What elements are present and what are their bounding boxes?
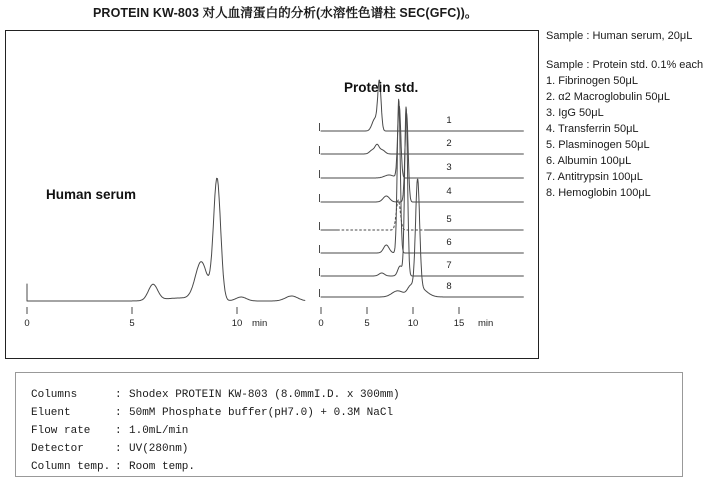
- condition-value: Shodex PROTEIN KW-803 (8.0mmI.D. x 300mm): [129, 389, 400, 401]
- sample-std-item: 8. Hemoglobin 100μL: [546, 187, 651, 199]
- page-title: PROTEIN KW-803 对人血清蛋白的分析(水溶性色谱柱 SEC(GFC))。: [93, 6, 478, 20]
- trace-3-polyline: [321, 106, 523, 178]
- left-axis-tick-label-5: 5: [129, 318, 135, 329]
- condition-label: Flow rate: [31, 425, 91, 437]
- trace-5-polyline-dotted: [338, 200, 425, 230]
- sample-std-item: 6. Albumin 100μL: [546, 155, 632, 167]
- sample-std-item: 1. Fibrinogen 50μL: [546, 75, 638, 87]
- left-axis-tick-label-0: 0: [24, 318, 30, 329]
- condition-label: Detector: [31, 443, 84, 455]
- trace-number-6: 6: [446, 237, 452, 248]
- condition-label: Eluent: [31, 407, 71, 419]
- condition-colon: :: [115, 443, 122, 455]
- condition-colon: :: [115, 389, 122, 401]
- right-plot-title: Protein std.: [344, 80, 419, 95]
- condition-row: [31, 386, 682, 404]
- condition-row: [31, 422, 682, 440]
- condition-label: Column temp.: [31, 461, 111, 473]
- condition-row: [31, 440, 682, 458]
- sample-std-list: [546, 73, 718, 201]
- spacer: [546, 44, 718, 57]
- sample-std-item: 3. IgG 50μL: [546, 107, 604, 119]
- condition-value: 50mM Phosphate buffer(pH7.0) + 0.3M NaCl: [129, 407, 394, 419]
- condition-colon: :: [115, 407, 122, 419]
- condition-row: [31, 404, 682, 422]
- samples-panel: [546, 28, 718, 201]
- right-axis-tick-label-5: 5: [364, 318, 370, 329]
- right-axis-unit-label: min: [478, 318, 494, 329]
- sample-std-item: 5. Plasminogen 50μL: [546, 139, 650, 151]
- condition-label: Columns: [31, 389, 78, 401]
- condition-value: Room temp.: [129, 461, 196, 473]
- trace-number-7: 7: [446, 260, 452, 271]
- sample-serum-line: Sample : Human serum, 20μL: [546, 30, 693, 42]
- trace-number-4: 4: [446, 186, 452, 197]
- sample-std-item: 7. Antitrypsin 100μL: [546, 171, 643, 183]
- condition-colon: :: [115, 461, 122, 473]
- right-axis-tick-label-15: 15: [453, 318, 465, 329]
- left-plot-title: Human serum: [46, 187, 137, 202]
- trace-number-5: 5: [446, 214, 452, 225]
- trace-7-polyline: [321, 107, 523, 276]
- trace-8-polyline: [321, 179, 523, 297]
- conditions-box: [15, 372, 683, 477]
- sample-std-item: 4. Transferrin 50μL: [546, 123, 639, 135]
- trace-number-2: 2: [446, 138, 452, 149]
- left-axis-tick-label-10: 10: [231, 318, 243, 329]
- right-axis-tick-label-0: 0: [318, 318, 324, 329]
- condition-value: UV(280nm): [129, 443, 189, 455]
- condition-row: [31, 458, 682, 476]
- trace-number-1: 1: [446, 115, 452, 126]
- condition-value: 1.0mL/min: [129, 425, 189, 437]
- left-axis-unit-label: min: [252, 318, 268, 329]
- condition-colon: :: [115, 425, 122, 437]
- trace-4-polyline: [321, 114, 523, 202]
- sample-std-header: Sample : Protein std. 0.1% each: [546, 59, 704, 71]
- chromatogram-frame: [5, 30, 539, 359]
- trace-number-3: 3: [446, 162, 452, 173]
- right-axis-tick-label-10: 10: [407, 318, 419, 329]
- trace-2-polyline: [321, 144, 523, 154]
- trace-number-8: 8: [446, 281, 452, 292]
- sample-std-item: 2. α2 Macroglobulin 50μL: [546, 91, 670, 103]
